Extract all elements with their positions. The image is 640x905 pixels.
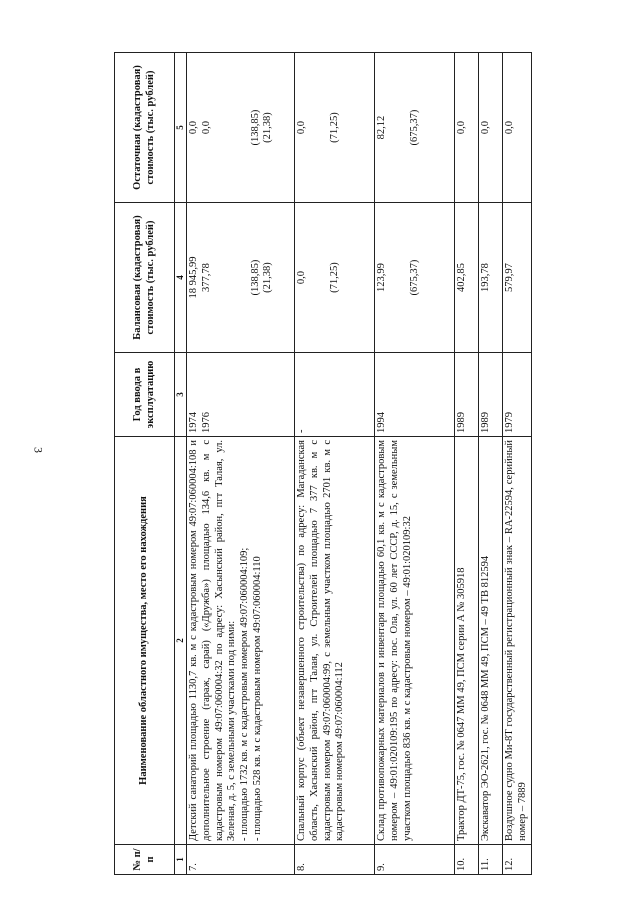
page-number: 3 [31, 447, 46, 453]
year-cell [295, 353, 375, 437]
column-index: 4 [175, 203, 187, 353]
header-name: Наименование областного имущества, место его нахождения [115, 437, 175, 845]
residual-value: (21,38) [262, 112, 274, 143]
description-line: - площадью 1732 кв. м с кадастровым номером 49:07:060004:109; [239, 547, 251, 841]
column-index-row [175, 53, 187, 875]
residual-value: 82,12 [376, 115, 387, 140]
residual-cell: 0,0 [479, 53, 503, 203]
balance-cell [295, 203, 375, 353]
row-number: 10. [455, 845, 479, 875]
column-index: 2 [175, 437, 187, 845]
year-cell: 1979 [503, 353, 532, 437]
description-line: - площадью 528 кв. м с кадастровым номером 49:07:060004:110 [251, 556, 263, 841]
residual-value: (138,85) [249, 109, 261, 146]
description-line: Склад противопожарных материалов и инвентаря площадью 60,1 кв. м с кадастровым номером – 49:01:020109:195 по адресу: пос. Ола, ул. 60 лет СССР, д. 15, с земельным участком площадью 836 кв. м с кадастровым номером – 49:01:020109:32 [376, 440, 413, 841]
table-row [479, 53, 503, 875]
balance-cell [375, 203, 455, 353]
header-year: Год ввода в эксплуатацию [115, 353, 175, 437]
residual-value: 0,0 [296, 120, 307, 135]
rotated-table-wrapper [114, 53, 526, 875]
balance-value: 123,99 [376, 263, 387, 292]
balance-value: (675,37) [408, 259, 420, 296]
table-row [375, 53, 455, 875]
property-description [479, 437, 503, 845]
description-line: Экскаватор ЭО-2621, гос. № 0648 ММ 49, ПСМ – 49 ТВ 812594 [480, 555, 491, 841]
year-cell [187, 353, 295, 437]
balance-cell: 193,78 [479, 203, 503, 353]
property-description [295, 437, 375, 845]
year-value: 1974 [188, 412, 199, 433]
header-balance-value: Балансовая (кадастровая) стоимость (тыс. рублей) [115, 203, 175, 353]
header-number: № п/п [115, 845, 175, 875]
residual-value: 0,0 [188, 120, 199, 135]
balance-value: (71,25) [328, 262, 340, 293]
row-number: 8. [295, 845, 375, 875]
year-cell: 1989 [455, 353, 479, 437]
table-row [187, 53, 295, 875]
balance-cell: 579,97 [503, 203, 532, 353]
balance-value: 0,0 [296, 270, 307, 285]
column-index: 1 [175, 845, 187, 875]
residual-cell [375, 53, 455, 203]
property-description [503, 437, 532, 845]
table-row [503, 53, 532, 875]
residual-value: (675,37) [408, 109, 420, 146]
balance-cell [187, 203, 295, 353]
year-cell [375, 353, 455, 437]
table-row [295, 53, 375, 875]
description-line: Спальный корпус (объект незавершенного строительства) по адресу: Магаданская область, Хасынский район, пгт Талая, ул. Строителей площадью 7 377 кв. м с кадастровым номером 49:07:060004:99, с земельным участком площадью 2701 кв. м с кадастровым номером 49:07:060004:112 [296, 440, 346, 841]
property-table [114, 52, 532, 875]
row-number: 12. [503, 845, 532, 875]
description-line: Трактор ДТ-75, гос. № 0647 ММ 49, ПСМ серии А № 305918 [456, 567, 467, 841]
row-number: 7. [187, 845, 295, 875]
header-residual-value: Остаточная (кадастровая) стоимость (тыс. рублей) [115, 53, 175, 203]
property-description [455, 437, 479, 845]
year-value: 1976 [200, 412, 212, 433]
year-cell: 1989 [479, 353, 503, 437]
column-index: 3 [175, 353, 187, 437]
table-row [455, 53, 479, 875]
balance-cell: 402,85 [455, 203, 479, 353]
residual-cell: 0,0 [455, 53, 479, 203]
balance-value: (21,38) [262, 262, 274, 293]
balance-value: 18 945,99 [188, 256, 199, 299]
description-line: Детский санаторий площадью 1130,7 кв. м с кадастровым номером 49:07:060004:108 и дополнительное строение (гараж, сарай) («Дружба») площадью 134,6 кв. м с кадастровым номером 49:07:060004:32 по адресу: Хасынский район, пгт Талая, ул. Зеленая, д. 5, с земельными участками под ними: [188, 440, 238, 841]
property-description [375, 437, 455, 845]
balance-value: (138,85) [249, 259, 261, 296]
description-line: Воздушное судно Ми-8Т государственный регистрационный знак – RA-22594, серийный номер – 7889 [504, 440, 528, 841]
residual-value: 0,0 [200, 120, 212, 135]
row-number: 9. [375, 845, 455, 875]
row-number: 11. [479, 845, 503, 875]
column-index: 5 [175, 53, 187, 203]
residual-cell [295, 53, 375, 203]
residual-cell: 0,0 [503, 53, 532, 203]
residual-value: (71,25) [328, 112, 340, 143]
balance-value: 377,78 [200, 263, 212, 292]
property-description [187, 437, 295, 845]
year-value: 1994 [376, 412, 387, 433]
year-value: - [296, 429, 307, 433]
residual-cell [187, 53, 295, 203]
header-row [115, 53, 175, 875]
